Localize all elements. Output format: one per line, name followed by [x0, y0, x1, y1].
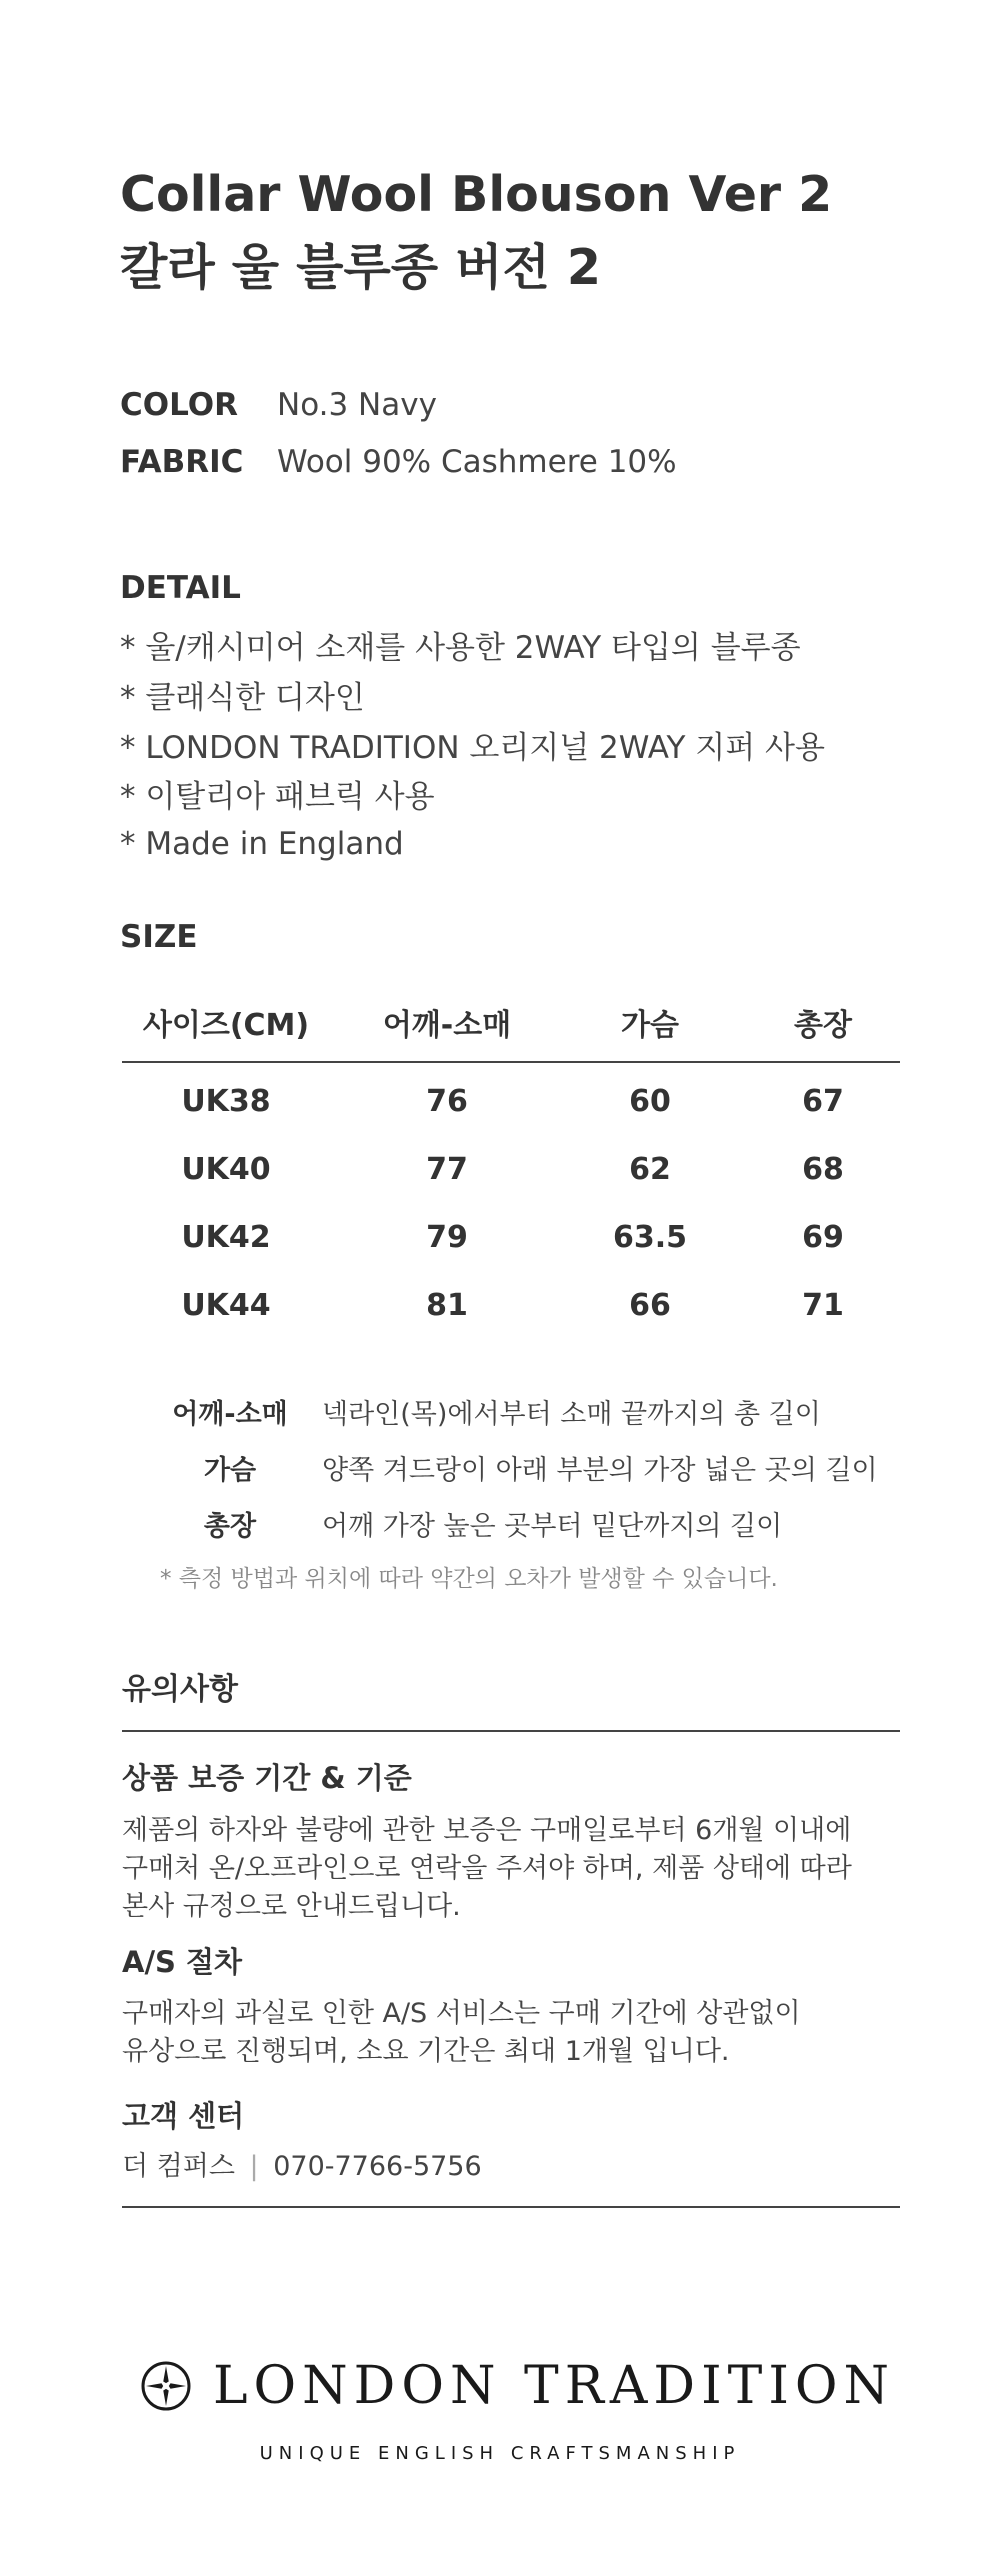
measure-guide-row [0, 1448, 1000, 1488]
table-row [122, 1063, 900, 1131]
size-cell: 77 [426, 1152, 468, 1187]
size-cell: UK38 [181, 1084, 271, 1119]
size-table [122, 995, 900, 1335]
notice-heading: 유의사항 [122, 1672, 238, 1707]
size-cell: 81 [426, 1288, 468, 1323]
detail-line: * 울/캐시미어 소재를 사용한 2WAY 타입의 블루종 [120, 630, 801, 666]
size-cell: 66 [629, 1288, 671, 1323]
measure-guide-row [0, 1392, 1000, 1432]
size-cell: 67 [802, 1084, 844, 1119]
compass-star-icon [140, 2360, 192, 2416]
cs-divider: | [249, 2151, 259, 2182]
spec-color-label: COLOR [120, 387, 238, 423]
warranty-text-line: 제품의 하자와 불량에 관한 보증은 구매일로부터 6개월 이내에 [122, 1815, 852, 1846]
measure-note: * 측정 방법과 위치에 따라 약간의 오차가 발생할 수 있습니다. [160, 1566, 778, 1592]
warranty-text-line: 구매처 온/오프라인으로 연락을 주셔야 하며, 제품 상태에 따라 [122, 1853, 852, 1884]
size-cell: 79 [426, 1220, 468, 1255]
table-row [122, 1267, 900, 1335]
as-text-line: 구매자의 과실로 인한 A/S 서비스는 구매 기간에 상관없이 [122, 1998, 801, 2029]
size-col-header: 가슴 [621, 1008, 679, 1043]
table-row [122, 1131, 900, 1199]
measure-guide-key: 총장 [203, 1511, 257, 1542]
size-cell: 69 [802, 1220, 844, 1255]
warranty-text-line: 본사 규정으로 안내드립니다. [122, 1891, 461, 1922]
size-cell: UK40 [181, 1152, 271, 1187]
brand-logo [0, 2356, 1000, 2416]
measure-guide-key: 어깨-소매 [172, 1399, 288, 1430]
brand-tagline: UNIQUE ENGLISH CRAFTSMANSHIP [259, 2443, 741, 2464]
measure-guide-desc: 양쪽 겨드랑이 아래 부분의 가장 넓은 곳의 길이 [322, 1455, 878, 1486]
measure-guide-desc: 넥라인(목)에서부터 소매 끝까지의 총 길이 [322, 1399, 821, 1430]
divider [122, 2206, 900, 2208]
warranty-heading: 상품 보증 기간 & 기준 [122, 1761, 412, 1795]
detail-heading: DETAIL [120, 570, 241, 606]
cs-name: 더 컴퍼스 [122, 2151, 235, 2182]
size-table-header [122, 995, 900, 1063]
spec-color-value: No.3 Navy [277, 387, 437, 423]
cs-contact [122, 2148, 482, 2186]
size-col-header: 어깨-소매 [382, 1008, 512, 1043]
brand-name: LONDON TRADITION [213, 2356, 895, 2416]
size-heading: SIZE [120, 919, 198, 955]
size-cell: 71 [802, 1288, 844, 1323]
size-cell: 62 [629, 1152, 671, 1187]
spec-fabric-label: FABRIC [120, 444, 244, 480]
size-cell: 60 [629, 1084, 671, 1119]
size-cell: 68 [802, 1152, 844, 1187]
detail-line: * 클래식한 디자인 [120, 680, 365, 716]
size-col-header: 사이즈(CM) [142, 1008, 310, 1043]
size-cell: 63.5 [612, 1220, 688, 1255]
as-text-line: 유상으로 진행되며, 소요 기간은 최대 1개월 입니다. [122, 2036, 730, 2067]
detail-line: * LONDON TRADITION 오리지널 2WAY 지퍼 사용 [120, 730, 825, 766]
cs-phone: 070-7766-5756 [273, 2151, 482, 2182]
detail-line: * Made in England [120, 826, 404, 862]
cs-heading: 고객 센터 [122, 2099, 245, 2133]
divider [122, 1730, 900, 1732]
measure-guide-desc: 어깨 가장 높은 곳부터 밑단까지의 길이 [322, 1511, 783, 1542]
size-col-header: 총장 [794, 1008, 852, 1043]
as-heading: A/S 절차 [122, 1945, 243, 1979]
measure-guide-key: 가슴 [203, 1455, 257, 1486]
size-cell: UK44 [181, 1288, 271, 1323]
spec-fabric-value: Wool 90% Cashmere 10% [277, 444, 677, 480]
size-cell: 76 [426, 1084, 468, 1119]
size-cell: UK42 [181, 1220, 271, 1255]
table-row [122, 1199, 900, 1267]
measure-guide-row [0, 1504, 1000, 1544]
product-title-en: Collar Wool Blouson Ver 2 [120, 166, 833, 223]
product-title-kr: 칼라 울 블루종 버전 2 [120, 239, 602, 296]
detail-line: * 이탈리아 패브릭 사용 [120, 779, 435, 815]
